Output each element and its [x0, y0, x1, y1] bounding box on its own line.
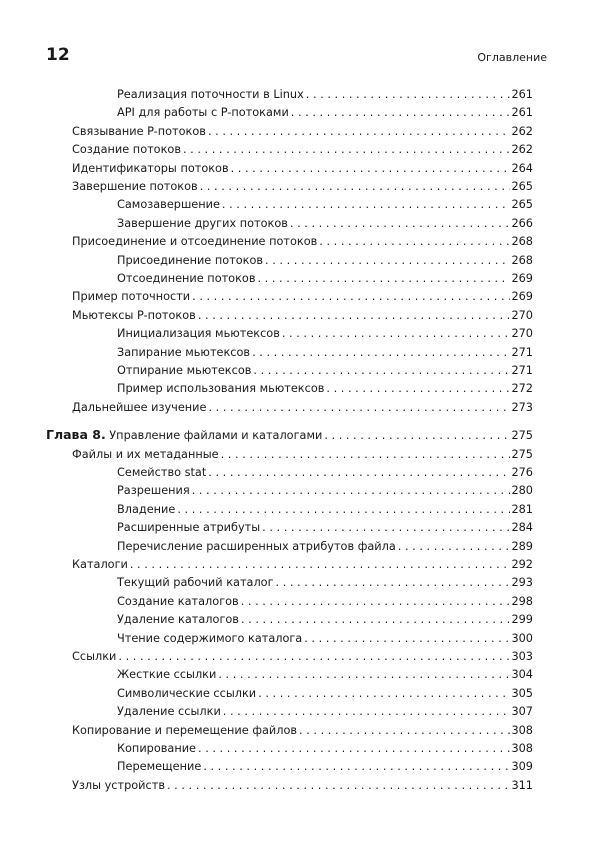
dot-leader [221, 446, 511, 464]
toc-entry [72, 288, 533, 306]
toc-entry [117, 464, 533, 482]
toc-entry-label: Разрешения [117, 484, 190, 498]
toc-entry-label: Жесткие ссылки [117, 668, 217, 682]
toc-entry-label: Создание каталогов [117, 594, 239, 608]
dot-leader [241, 593, 511, 611]
toc-page-number: 271 [511, 364, 533, 377]
toc-page-number: 308 [511, 742, 533, 755]
toc-entry [117, 740, 533, 758]
toc-entry-label: Узлы устройств [72, 778, 165, 792]
dot-leader [208, 464, 510, 482]
toc-chapter-entry [46, 426, 533, 444]
dot-leader [222, 196, 511, 214]
toc-entry [72, 307, 533, 325]
toc-entry-label: Чтение содержимого каталога [117, 631, 303, 645]
toc-entry-label: Текущий рабочий каталог [117, 576, 274, 590]
toc-entry [72, 178, 533, 196]
toc-entry-label: Мьютексы P-потоков [72, 308, 196, 322]
toc-entry-title [72, 178, 200, 196]
toc-entry [117, 215, 533, 233]
toc-page-number: 272 [511, 382, 533, 396]
toc-entry-title [117, 380, 326, 398]
toc-entry-title [117, 325, 282, 343]
toc-entry [117, 196, 533, 214]
toc-page-number: 305 [511, 686, 533, 700]
toc-entry-title [117, 630, 304, 648]
toc-entry-label: Файлы и их метаданные [72, 447, 219, 461]
dot-leader [299, 722, 510, 740]
toc-entry-label: Перемещение [117, 760, 202, 774]
toc-page-number: 307 [511, 705, 533, 719]
toc-entry-label: Инициализация мьютексов [117, 327, 280, 341]
toc-entry-title [72, 160, 231, 178]
toc-entry-label: Копирование [117, 742, 197, 755]
dot-leader [223, 703, 511, 721]
dot-leader [198, 740, 510, 758]
dot-leader [290, 215, 511, 233]
dot-leader [324, 427, 510, 445]
toc-entry-title [117, 464, 208, 482]
dot-leader [118, 648, 510, 666]
toc-entry [117, 482, 533, 500]
toc-entry-label: Удаление каталогов [117, 613, 239, 627]
toc-page-number: 308 [511, 723, 533, 737]
toc-entry-label: API для работы с P-потоками [117, 106, 289, 120]
dot-leader [326, 380, 510, 398]
toc-page-number: 276 [511, 466, 533, 479]
toc-entry [117, 501, 533, 519]
toc-page-number: 289 [511, 539, 533, 553]
dot-leader [192, 288, 510, 306]
toc-entry-title [117, 86, 306, 104]
toc-page-number: 299 [511, 613, 533, 627]
toc-entry [117, 104, 533, 122]
toc-entry [117, 630, 533, 648]
toc-page-number: 261 [511, 88, 533, 101]
toc-page-number: 280 [511, 484, 533, 498]
toc-entry-title [117, 196, 222, 214]
dot-leader [258, 685, 510, 703]
page-number: 12 [46, 45, 70, 65]
dot-leader [241, 611, 510, 629]
toc-entry-label: Присоединение потоков [117, 253, 264, 267]
toc-entry-title [72, 307, 198, 325]
dot-leader [198, 307, 511, 325]
running-head: Оглавление [477, 51, 547, 64]
toc-page-number: 275 [511, 447, 533, 461]
toc-entry-label: Ссылки [72, 650, 117, 663]
toc-entry [72, 123, 533, 141]
dot-leader [291, 104, 511, 122]
toc-entry-title [117, 270, 258, 288]
toc-entry-label: Копирование и перемещение файлов [72, 723, 298, 737]
dot-leader [319, 233, 510, 251]
toc-page-number: 264 [511, 161, 533, 175]
toc-entry [117, 344, 533, 362]
dot-leader [252, 344, 510, 362]
dot-leader [304, 630, 510, 648]
toc-entry [117, 252, 533, 270]
toc-entry [117, 703, 533, 721]
dot-leader [231, 160, 511, 178]
toc-entry-label: Пример поточности [72, 290, 191, 304]
toc-entry-title [72, 288, 192, 306]
toc-entry-label: Самозавершение [117, 198, 220, 212]
toc-entry-label: Управление файлами и каталогами [109, 429, 323, 443]
toc-entry-label: Перечисление расширенных атрибутов файла [117, 539, 396, 553]
toc-entry-label: Отпирание мьютексов [117, 364, 252, 377]
toc-entry-label: Присоединение и отсоединение потоков [72, 235, 318, 249]
toc-entry-title [72, 141, 183, 159]
toc-entry-label: Каталоги [72, 558, 128, 571]
toc-entry [72, 722, 533, 740]
toc-entry [72, 648, 533, 666]
toc-page-number: 292 [511, 558, 533, 571]
toc-page-number: 261 [511, 106, 533, 120]
toc-entry-label: Символические ссылки [117, 686, 257, 700]
toc-entry-label: Завершение других потоков [117, 216, 288, 230]
toc-entry-title [46, 426, 324, 445]
toc-page-number: 269 [511, 272, 533, 285]
toc-entry-label: Отсоединение потоков [117, 272, 256, 285]
toc-entry-label: Связывание P-потоков [72, 124, 206, 138]
toc-page-number: 309 [511, 760, 533, 774]
toc-entry [72, 233, 533, 251]
toc-entry-title [117, 482, 192, 500]
toc-page-number: 270 [511, 327, 533, 341]
toc-entry-label: Идентификаторы потоков [72, 161, 229, 175]
toc-page-number: 300 [511, 631, 533, 645]
toc-entry [117, 574, 533, 592]
toc-entry-label: Владение [117, 502, 176, 516]
toc-entry [72, 446, 533, 464]
toc-entry [117, 86, 533, 104]
toc-entry-title [117, 703, 223, 721]
toc-entry-title [72, 446, 221, 464]
dot-leader [282, 325, 511, 343]
toc-entry-label: Пример использования мьютексов [117, 382, 325, 396]
toc-entry-label: Дальнейшее изучение [72, 400, 207, 414]
toc-entry-label: Создание потоков [72, 143, 181, 157]
toc-page-number: 284 [511, 521, 533, 535]
toc-entry-title [72, 399, 208, 417]
toc-entry [117, 685, 533, 703]
dot-leader [218, 666, 510, 684]
dot-leader [253, 362, 510, 380]
toc-entry [117, 758, 533, 776]
toc-entry-title [117, 538, 398, 556]
toc-entry-label: Удаление ссылки [117, 705, 221, 719]
toc-entry-label: Завершение потоков [72, 180, 198, 193]
toc-entry-title [117, 519, 262, 537]
toc-entry-title [117, 362, 253, 380]
toc-page-number: 268 [511, 235, 533, 249]
toc-entry [72, 556, 533, 574]
dot-leader [258, 270, 511, 288]
toc-entry [117, 611, 533, 629]
toc-entry [117, 666, 533, 684]
toc-entry-title [117, 252, 265, 270]
toc-entry-title [117, 593, 241, 611]
toc-entry-title [72, 722, 299, 740]
toc-entry-title [117, 501, 177, 519]
toc-page-number: 303 [511, 650, 533, 663]
toc-entry [117, 362, 533, 380]
toc-page-number: 266 [511, 216, 533, 230]
toc-entry [117, 270, 533, 288]
toc-page-number: 304 [511, 668, 533, 682]
toc-page-number: 311 [511, 778, 533, 792]
dot-leader [208, 123, 510, 141]
dot-leader [276, 574, 511, 592]
toc-entry-title [72, 123, 208, 141]
dot-leader [192, 482, 511, 500]
toc-entry-title [72, 648, 118, 666]
toc-entry-label: Реализация поточности в Linux [117, 88, 304, 101]
dot-leader [167, 777, 510, 795]
toc-entry [117, 519, 533, 537]
dot-leader [130, 556, 511, 574]
toc-entry [117, 325, 533, 343]
dot-leader [208, 399, 510, 417]
dot-leader [398, 538, 511, 556]
toc-page-number: 262 [511, 124, 533, 138]
toc-entry [117, 593, 533, 611]
toc-page-number: 270 [511, 308, 533, 322]
chapter-number: Глава 8. [46, 427, 106, 443]
toc-entry-title [117, 574, 276, 592]
toc-entry [72, 160, 533, 178]
toc-page-number: 265 [511, 198, 533, 212]
dot-leader [203, 758, 510, 776]
toc-entry-title [117, 685, 258, 703]
dot-leader [306, 86, 511, 104]
toc-entry [72, 777, 533, 795]
toc-entry [72, 141, 533, 159]
toc-entry-title [72, 777, 167, 795]
toc-page-number: 265 [511, 180, 533, 193]
dot-leader [200, 178, 511, 196]
toc-entry-title [117, 758, 203, 776]
toc-entry-label: Расширенные атрибуты [117, 521, 261, 535]
dot-leader [265, 252, 510, 270]
toc-entry-title [117, 104, 291, 122]
toc-page-number: 275 [511, 429, 533, 443]
toc-page-number: 298 [511, 594, 533, 608]
dot-leader [262, 519, 510, 537]
toc-entry [72, 399, 533, 417]
toc-page-number: 269 [511, 290, 533, 304]
toc-entry-title [72, 233, 319, 251]
toc-page-number: 273 [511, 400, 533, 414]
dot-leader [183, 141, 510, 159]
toc-entry [117, 380, 533, 398]
toc-entry-title [117, 215, 290, 233]
toc-page-number: 262 [511, 143, 533, 157]
toc-entry [117, 538, 533, 556]
toc-entry-title [117, 344, 252, 362]
toc-page-number: 271 [511, 345, 533, 359]
toc-entry-label: Запирание мьютексов [117, 345, 251, 359]
toc-entry-title [117, 666, 218, 684]
toc-page-number: 268 [511, 253, 533, 267]
toc-entry-title [72, 556, 130, 574]
toc-page-number: 293 [511, 576, 533, 590]
dot-leader [177, 501, 510, 519]
toc-entry-title [117, 611, 241, 629]
toc-entry-title [117, 740, 198, 758]
toc-page-number: 281 [511, 502, 533, 516]
toc-entry-label: Семейство stat [117, 466, 207, 479]
